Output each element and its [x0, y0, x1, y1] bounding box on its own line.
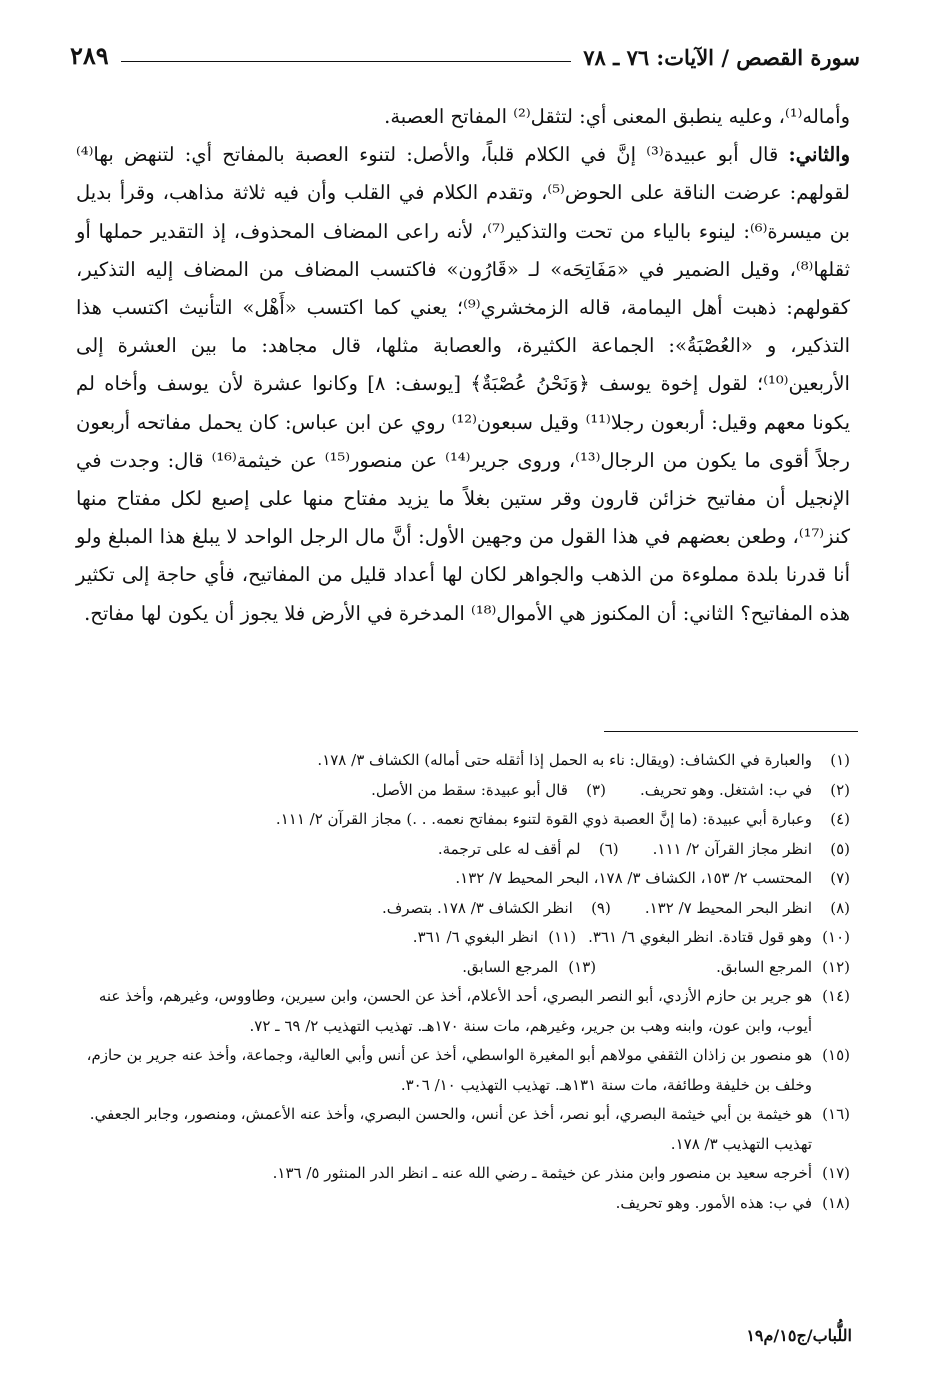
footnote-2-3 — [80, 776, 850, 806]
footnote-number: (١٠) — [822, 928, 850, 946]
footnote-number: (١٧) — [822, 1164, 850, 1182]
footnote-text: في ب: اشتغل. وهو تحريف. — [639, 780, 812, 799]
footnote-text: أخرجه سعيد بن منصور وابن منذر عن خيثمة ـ رضي الله عنه ـ انظر الدر المنثور ٥/ ١٣٦. — [272, 1164, 812, 1182]
folio-signature: اللُّباب/ج١٥/م١٩ — [746, 1326, 852, 1345]
footnote-5-6 — [80, 835, 850, 865]
footnote-text: انظر البغوي ٦/ ٣٦١. — [412, 928, 539, 946]
footnote-text: وعبارة أبي عبيدة: (ما إنَّ العصبة ذوي القوة لتنوء بمفاتح نعمه. . .) مجاز القرآن ٢/ ١١١. — [275, 810, 812, 828]
footnote-text: وهو قول قتادة. انظر البغوي ٦/ ٣٦١. — [588, 928, 812, 946]
paragraph-2-text: قال أبو عبيدة⁽³⁾ إنَّ في الكلام قلباً، والأصل: لتنوء العصبة بالمفاتح أي: لتنهض بها⁽⁴⁾ لقولهم: عرضت الناقة على الحوض⁽⁵⁾، وتقدم الكلام في القلب وأن فيه ثلاثة مذاهب، وقرأ بديل بن ميسرة⁽⁶⁾: لينوء بالياء من تحت والتذكير⁽⁷⁾، لأنه راعى المضاف المحذوف، إذ التقدير حملها أو ثقلها⁽⁸⁾، وقيل الضمير في «مَفَاتِحَه» لـ «قَارُون» فاكتسب المضاف من المضاف إليه التذكير، كقولهم: ذهبت أهل اليمامة، قاله الزمخشري⁽⁹⁾؛ يعني كما اكتسب «أَهْل» التأنيث اكتسب هذا التذكير، و «العُصْبَةُ»: الجماعة الكثيرة، والعصابة مثلها، قال مجاهد: ما بين العشرة إلى الأربعين⁽¹⁰⁾؛ لقول إخوة يوسف ﴿وَنَحْنُ عُصْبَةٌ﴾ [يوسف: ٨] وكانوا عشرة لأن يوسف وأخاه لم يكونا معهم وقيل: أربعون رجلا⁽¹¹⁾ وقيل سبعون⁽¹²⁾ روي عن ابن عباس: كان يحمل مفاتحه أربعون رجلاً أقوى ما يكون من الرجال⁽¹³⁾، وروى جرير⁽¹⁴⁾ عن منصور⁽¹⁵⁾ عن خيثمة⁽¹⁶⁾ قال: وجدت في الإنجيل أن مفاتيح خزائن قارون وقر ستين بغلاً ما يزيد مفتاح منها على إصبع لكل مفتاح منها كنز⁽¹⁷⁾، وطعن بعضهم في هذا القول من وجهين الأول: أنَّ مال الرجل الواحد لا يبلغ هذا المبلغ ولو أنا قدرنا بلدة مملوءة من الذهب والجواهر لكان لها أعداد قليل من المفاتيح، فأي حاجة إلى تكثير هذه المفاتيح؟ الثاني: أن المكنوز هي الأموال⁽¹⁸⁾ المدخرة في الأرض فلا يجوز أن يكون لها مفاتح. — [76, 143, 851, 625]
footnote-1 — [80, 746, 850, 776]
footnote-number: (٩) — [591, 898, 611, 917]
footnote-10-11 — [80, 923, 850, 953]
footnote-number: (١٦) — [822, 1105, 850, 1123]
footnote-text: المرجع السابق. — [716, 957, 812, 976]
footnote-text: المحتسب ٢/ ١٥٣، الكشاف ٣/ ١٧٨، البحر المحيط ٧/ ١٣٢. — [455, 869, 812, 887]
footnote-8-9 — [80, 894, 850, 924]
footnote-7 — [80, 864, 850, 894]
footnote-text: هو خيثمة بن أبي خيثمة البصري، أبو نصر، أخذ عن أنس، والحسن البصري، وأخذ عنه الأعمش، ومنصور، وجابر الجعفي. تهذيب التهذيب ٣/ ١٧٨. — [89, 1105, 812, 1153]
footnote-number: (١٨) — [822, 1193, 850, 1212]
chapter-title: سورة القصص / الآيات: ٧٦ ـ ٧٨ — [583, 45, 860, 70]
footnote-text: قال أبو عبيدة: سقط من الأصل. — [371, 780, 568, 799]
footnote-4 — [80, 805, 850, 835]
footnote-number: (١٣) — [568, 957, 597, 976]
footnote-text: هو منصور بن زاذان الثقفي مولاهم أبو المغيرة الواسطي، أخذ عن أنس وأبي العالية، وجماعة، وأخذ عنه جرير بن حازم، وخلف بن خليفة وطائفة، مات سنة ١٣١هـ. تهذيب التهذيب ١٠/ ٣٠٦. — [86, 1046, 812, 1094]
footnote-text: انظر البحر المحيط ٧/ ١٣٢. — [644, 898, 812, 917]
footnotes — [80, 746, 850, 1218]
footnote-number: (٨) — [830, 898, 850, 917]
footnote-number: (١٢) — [822, 957, 850, 976]
footnote-separator — [604, 731, 858, 732]
footnote-text: هو جرير بن حازم الأزدي، أبو النصر البصري، أحد الأعلام، أخذ عن الحسن، وابن سيرين، وطاووس، وغيرهم، وأخذ عنه أيوب، وابن عون، وابنه وهب بن جرير، وغيرهم، مات سنة ١٧٠هـ. تهذيب التهذيب ٢/ ٦٩ ـ ٧٢. — [98, 987, 812, 1035]
footnote-text: انظر مجاز القرآن ٢/ ١١١. — [652, 839, 812, 858]
running-head — [70, 30, 860, 70]
footnote-text: المرجع السابق. — [462, 957, 559, 976]
footnote-14 — [80, 982, 850, 1041]
paragraph-2 — [76, 136, 850, 633]
footnote-text: في ب: هذه الأمور. وهو تحريف. — [615, 1193, 812, 1212]
footnote-number: (١٤) — [822, 987, 850, 1005]
footnote-number: (١) — [830, 751, 850, 769]
footnote-number: (١٥) — [822, 1046, 850, 1064]
footnote-number: (٦) — [598, 839, 619, 858]
paragraph-2-lead: والثاني: — [788, 143, 850, 167]
footnote-text: لم أقف له على ترجمة. — [437, 839, 581, 858]
footnote-12-13 — [80, 953, 850, 983]
footnote-text: والعبارة في الكشاف: (ويقال: ناء به الحمل إذا أثقله حتى أماله) الكشاف ٣/ ١٧٨. — [317, 751, 812, 769]
footnote-17 — [80, 1159, 850, 1189]
footnote-number: (٤) — [830, 810, 850, 828]
footnote-number: (١١) — [548, 928, 577, 946]
page-number: ٢٨٩ — [70, 41, 109, 70]
header-rule — [121, 61, 572, 62]
footnote-18 — [80, 1189, 850, 1219]
footnote-15 — [80, 1041, 850, 1100]
footnote-number: (٧) — [830, 869, 850, 887]
footnote-number: (٣) — [586, 780, 606, 799]
main-text — [76, 98, 850, 633]
footnote-text: انظر الكشاف ٣/ ١٧٨. بتصرف. — [381, 898, 573, 917]
footnote-16 — [80, 1100, 850, 1159]
footnote-number: (٥) — [830, 839, 850, 858]
paragraph-1: وأماله⁽¹⁾، وعليه ينطبق المعنى أي: لتثقل⁽²⁾ المفاتح العصبة. — [384, 105, 850, 128]
footnote-number: (٢) — [830, 780, 850, 799]
